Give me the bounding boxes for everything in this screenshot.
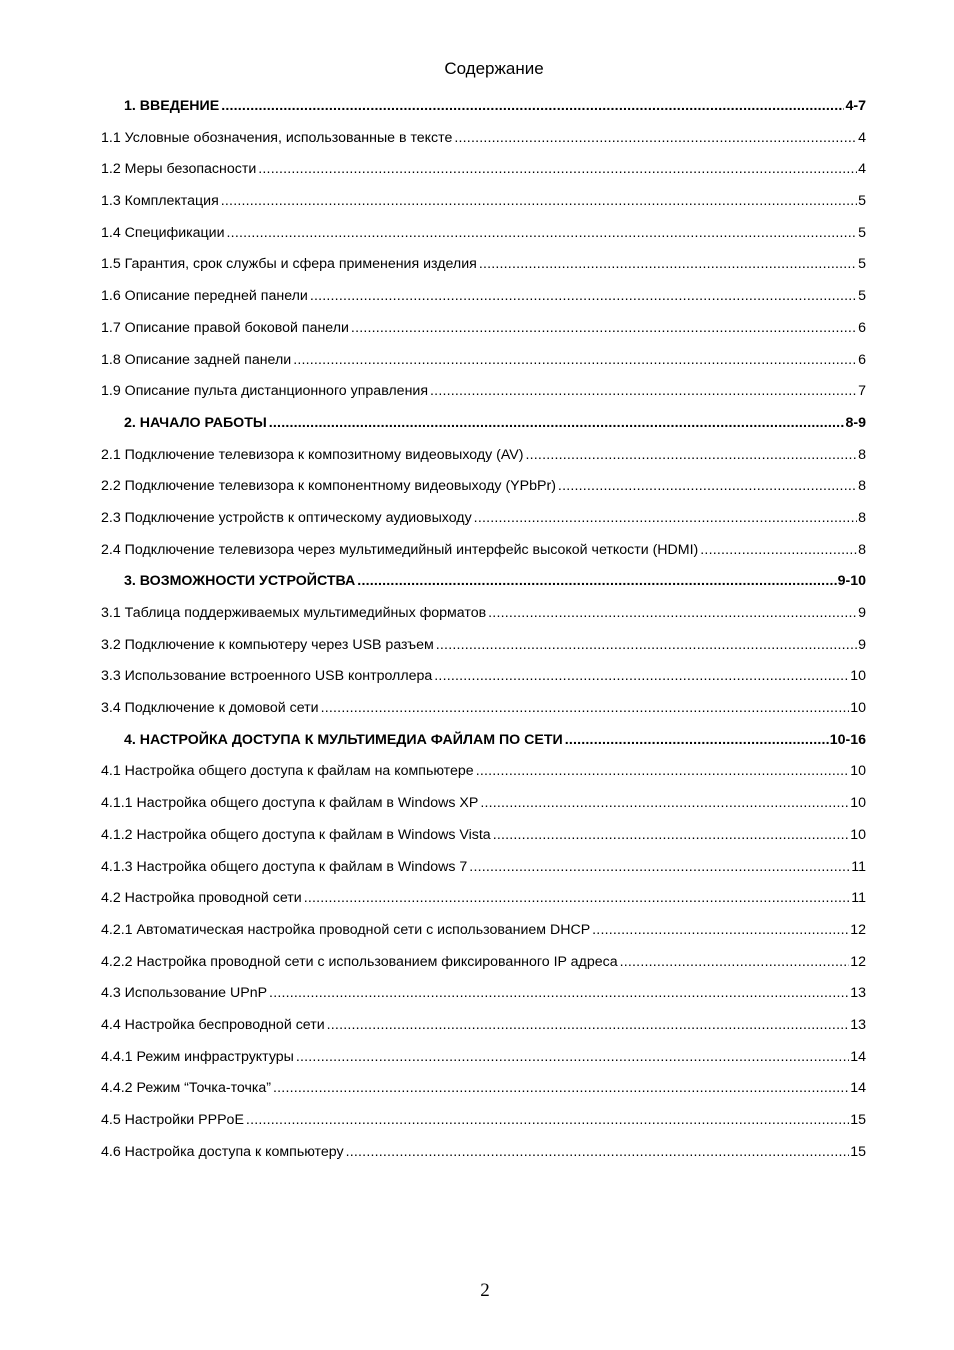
toc-entry-row[interactable] [101,1015,866,1047]
toc-section-row[interactable] [101,413,866,445]
toc-entry-row[interactable] [101,540,866,572]
toc-entry-page: 11 [851,890,866,907]
toc-entry-title: 4.6 Настройка доступа к компьютеру [101,1143,344,1160]
toc-entry-row[interactable] [101,286,866,318]
toc-entry-row[interactable] [101,635,866,667]
toc-dot-leader [700,540,857,560]
toc-entry-title: 2. НАЧАЛО РАБОТЫ [124,414,267,431]
toc-entry-page: 5 [858,288,866,305]
toc-entry-page: 10 [850,763,866,780]
toc-entry-title: 3.4 Подключение к домовой сети [101,700,319,717]
toc-entry-page: 10 [850,826,866,843]
toc-entry-page: 9 [858,605,866,621]
toc-entry-row[interactable] [101,128,866,160]
toc-dot-leader [304,888,851,908]
toc-entry-row[interactable] [101,254,866,286]
toc-dot-leader [474,508,857,528]
toc-dot-leader [357,571,836,591]
toc-entry-page: 8 [858,478,866,495]
toc-dot-leader [558,476,857,496]
toc-entry-row[interactable] [101,508,866,540]
toc-entry-page: 11 [851,858,866,875]
toc-entry-title: 1.4 Спецификации [101,224,225,241]
toc-entry-title: 4.2.2 Настройка проводной сети с использованием фиксированного IP адреса [101,953,618,970]
toc-dot-leader [592,920,849,940]
toc-dot-leader [565,730,829,750]
toc-dot-leader [434,666,849,686]
toc-entry-title: 1.3 Комплектация [101,193,219,210]
toc-entry-page: 9-10 [837,573,866,590]
toc-entry-title: 1.9 Описание пульта дистанционного управления [101,383,429,400]
toc-entry-title: 4.2.1 Автоматическая настройка проводной сети с использованием DHCP [101,921,591,938]
toc-entry-page: 8 [858,509,866,526]
toc-entry-row[interactable] [101,159,866,191]
toc-entry-title: 2.3 Подключение устройств к оптическому аудиовыходу [101,509,472,526]
toc-entry-row[interactable] [101,857,866,889]
toc-entry-title: 4.1.3 Настройка общего доступа к файлам в Windows 7 [101,858,468,875]
toc-entry-title: 4.4 Настройка беспроводной сети [101,1016,325,1033]
toc-dot-leader [221,96,844,116]
toc-entry-page: 9 [858,636,866,653]
toc-entry-page: 10 [850,795,866,812]
toc-entry-title: 2.2 Подключение телевизора к компонентному видеовыходу (YPbPr) [101,478,556,495]
toc-entry-row[interactable] [101,476,866,508]
toc-entry-row[interactable] [101,952,866,984]
toc-dot-leader [476,761,850,781]
toc-entry-page: 14 [850,1048,866,1065]
toc-entry-title: 4. НАСТРОЙКА ДОСТУПА К МУЛЬТИМЕДИА ФАЙЛАМ ПО СЕТИ [124,731,563,748]
toc-entry-page: 12 [850,921,866,938]
toc-dot-leader [351,318,857,338]
toc-entry-row[interactable] [101,825,866,857]
toc-dot-leader [469,857,850,877]
toc-entry-page: 10 [850,700,866,717]
toc-entry-page: 8 [858,541,866,558]
toc-dot-leader [296,1047,849,1067]
toc-dot-leader [273,1078,849,1098]
toc-dot-leader [310,286,857,306]
toc-entry-page: 8-9 [845,414,866,431]
toc-entry-title: 3.2 Подключение к компьютеру через USB разъем [101,636,434,653]
toc-dot-leader [258,159,857,179]
toc-entry-row[interactable] [101,698,866,730]
toc-dot-leader [526,445,858,465]
toc-entry-page: 10 [850,668,866,685]
toc-entry-page: 6 [858,351,866,368]
toc-dot-leader [480,793,849,813]
toc-dot-leader [293,350,857,370]
toc-entry-row[interactable] [101,666,866,698]
toc-entry-row[interactable] [101,318,866,350]
toc-section-row[interactable] [101,730,866,762]
toc-entry-page: 4 [858,129,866,146]
toc-entry-title: 3.3 Использование встроенного USB контроллера [101,668,433,685]
toc-entry-page: 15 [850,1143,866,1160]
toc-dot-leader [321,698,850,718]
toc-entry-title: 3. ВОЗМОЖНОСТИ УСТРОЙСТВА [124,573,356,590]
toc-dot-leader [246,1110,849,1130]
toc-entry-row[interactable] [101,1078,866,1110]
toc-dot-leader [269,983,849,1003]
page-title: Содержание [444,59,544,78]
toc-entry-row[interactable] [101,445,866,477]
toc-entry-page: 5 [858,193,866,210]
toc-dot-leader [269,413,845,433]
toc-entry-page: 7 [858,383,866,400]
toc-dot-leader [620,952,850,972]
toc-entry-title: 3.1 Таблица поддерживаемых мультимедийных форматов [101,605,487,621]
toc-entry-page: 8 [858,446,866,463]
toc-entry-title: 1.2 Меры безопасности [101,161,257,178]
toc-entry-title: 1.6 Описание передней панели [101,288,308,305]
toc-entry-page: 4-7 [845,98,866,114]
toc-dot-leader [488,603,857,623]
toc-dot-leader [430,381,857,401]
toc-entry-title: 4.4.1 Режим инфраструктуры [101,1048,294,1065]
toc-entry-row[interactable] [101,603,866,635]
toc-entry-row[interactable] [101,1110,866,1142]
toc-entry-title: 2.4 Подключение телевизора через мультимедийный интерфейс высокой четкости (HDMI) [101,541,699,558]
toc-section-row[interactable] [101,571,866,603]
toc-entry-row[interactable] [101,223,866,255]
toc-dot-leader [436,635,857,655]
toc-entry-page: 14 [850,1080,866,1097]
toc-entry-page: 12 [850,953,866,970]
toc-entry-row[interactable] [101,920,866,952]
toc-entry-title: 2.1 Подключение телевизора к композитному видеовыходу (AV) [101,446,524,463]
toc-entry-page: 5 [858,256,866,273]
toc-entry-page: 5 [858,224,866,241]
toc-dot-leader [327,1015,850,1035]
toc-entry-title: 4.1.2 Настройка общего доступа к файлам в Windows Vista [101,826,491,843]
toc-entry-title: 1.1 Условные обозначения, использованные в тексте [101,129,453,146]
toc-entry-row[interactable] [101,793,866,825]
toc-entry-row[interactable] [101,1047,866,1079]
toc-dot-leader [479,254,857,274]
toc-entry-title: 4.1 Настройка общего доступа к файлам на компьютере [101,763,474,780]
toc-entry-title: 1.5 Гарантия, срок службы и сфера применения изделия [101,256,477,273]
toc-entry-page: 10-16 [829,731,866,748]
table-of-contents [101,96,866,1173]
toc-dot-leader [221,191,857,211]
toc-entry-row[interactable] [101,1142,866,1174]
toc-section-row[interactable] [101,96,866,128]
toc-entry-page: 6 [858,319,866,336]
toc-entry-row[interactable] [101,191,866,223]
toc-entry-page: 13 [850,985,866,1002]
toc-dot-leader [227,223,858,243]
toc-dot-leader [346,1142,850,1162]
toc-entry-title: 4.1.1 Настройка общего доступа к файлам в Windows XP [101,795,479,812]
toc-dot-leader [454,128,857,148]
toc-entry-title: 1. ВВЕДЕНИЕ [124,98,220,114]
toc-entry-row[interactable] [101,350,866,382]
toc-entry-page: 13 [850,1016,866,1033]
toc-entry-page: 15 [850,1112,866,1128]
toc-entry-title: 4.2 Настройка проводной сети [101,890,302,907]
toc-entry-title: 4.3 Использование UPnP [101,985,268,1002]
toc-dot-leader [493,825,850,845]
toc-entry-row[interactable] [101,381,866,413]
toc-entry-title: 4.4.2 Режим “Точка-точка” [101,1080,272,1097]
toc-entry-title: 1.8 Описание задней панели [101,351,292,368]
toc-entry-page: 4 [858,161,866,178]
toc-entry-row[interactable] [101,888,866,920]
toc-entry-row[interactable] [101,983,866,1015]
toc-entry-row[interactable] [101,761,866,793]
page-number: 2 [480,1280,490,1301]
toc-entry-title: 1.7 Описание правой боковой панели [101,319,349,336]
toc-entry-title: 4.5 Настройки PPPoE [101,1112,244,1128]
